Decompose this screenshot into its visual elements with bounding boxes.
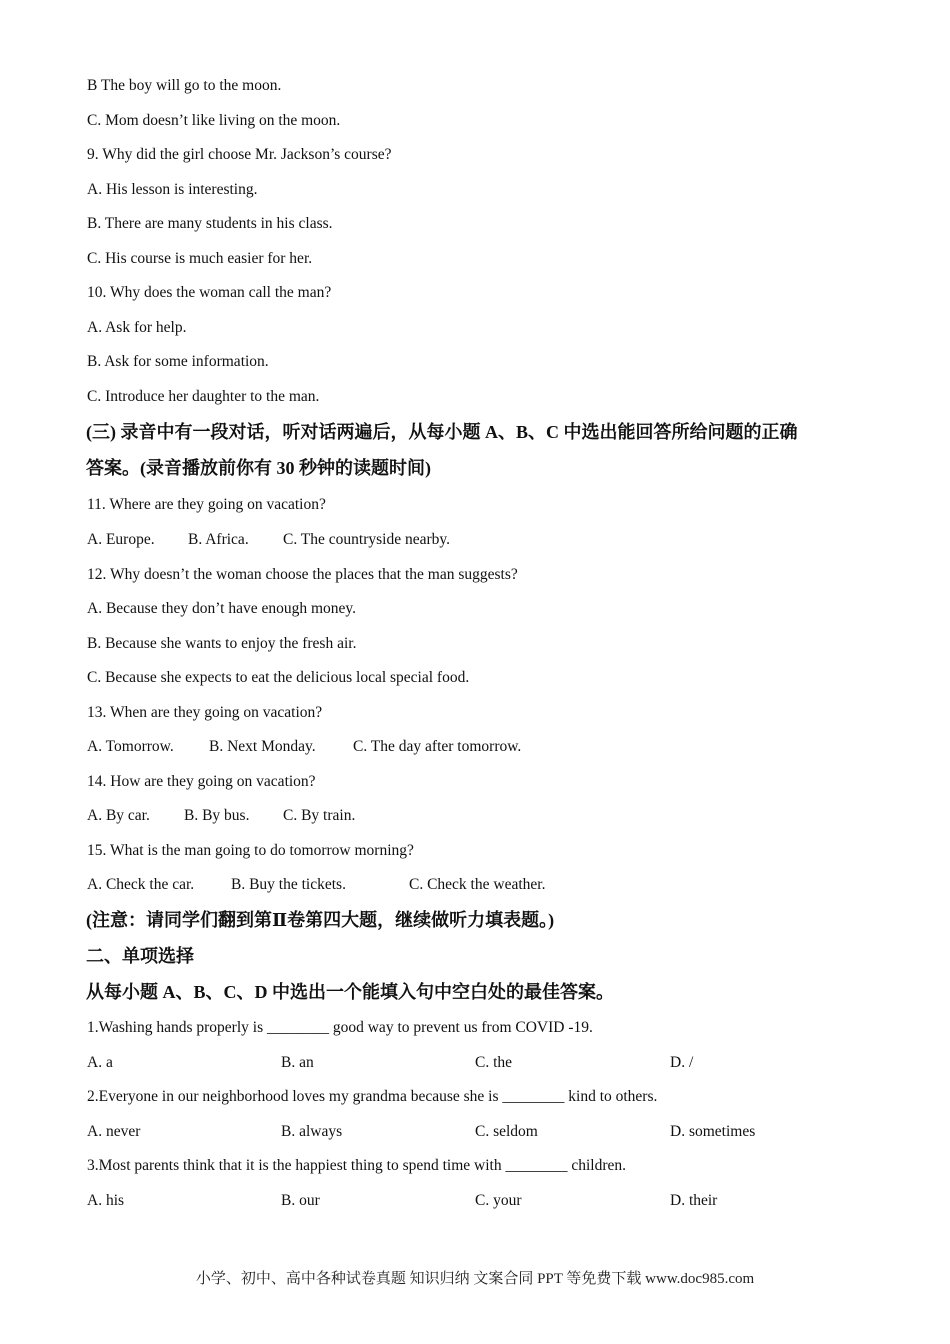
option-line: C. Mom doesn’t like living on the moon.	[87, 112, 341, 129]
mc-question-2: 2.Everyone in our neighborhood loves my grandma because she is ________ kind to others.	[87, 1088, 658, 1105]
option-line: B The boy will go to the moon.	[87, 77, 282, 94]
question-15: 15. What is the man going to do tomorrow morning?	[87, 842, 414, 859]
option-c: C. By train.	[283, 807, 356, 824]
question-13: 13. When are they going on vacation?	[87, 704, 323, 721]
option-a: A. Europe.	[87, 531, 155, 548]
option-a: A. a	[87, 1054, 113, 1071]
option-b: B. our	[281, 1192, 320, 1209]
option-b: B. always	[281, 1123, 343, 1140]
option-line: C. His course is much easier for her.	[87, 250, 313, 267]
option-b: B. Because she wants to enjoy the fresh air.	[87, 635, 357, 652]
option-line: B. There are many students in his class.	[87, 215, 333, 232]
option-c: C. The day after tomorrow.	[353, 738, 522, 755]
option-c: C. Because she expects to eat the delicious local special food.	[87, 669, 470, 686]
option-line: A. His lesson is interesting.	[87, 181, 258, 198]
part-2-title: 二、单项选择	[86, 946, 194, 966]
mc-question-1: 1.Washing hands properly is ________ good way to prevent us from COVID -19.	[87, 1019, 593, 1036]
option-a: A. By car.	[87, 807, 150, 824]
question-9: 9. Why did the girl choose Mr. Jackson’s course?	[87, 146, 392, 163]
mc-question-3: 3.Most parents think that it is the happiest thing to spend time with ________ children.	[87, 1157, 626, 1174]
option-a: A. Tomorrow.	[87, 738, 174, 755]
option-d: D. sometimes	[670, 1123, 756, 1140]
option-c: C. The countryside nearby.	[283, 531, 451, 548]
question-11: 11. Where are they going on vacation?	[87, 496, 326, 513]
page-footer: 小学、初中、高中各种试卷真题 知识归纳 文案合同 PPT 等免费下载 www.doc985.com	[195, 1271, 755, 1287]
option-b: B. Next Monday.	[209, 738, 316, 755]
option-line: A. Ask for help.	[87, 319, 187, 336]
option-b: B. By bus.	[184, 807, 250, 824]
option-c: C. Check the weather.	[409, 876, 546, 893]
note: (注意：请同学们翻到第Ⅱ卷第四大题，继续做听力填表题。)	[86, 910, 555, 930]
option-c: C. seldom	[475, 1123, 538, 1140]
question-14: 14. How are they going on vacation?	[87, 773, 316, 790]
option-c: C. your	[475, 1192, 522, 1209]
part-2-instruction: 从每小题 A、B、C、D 中选出一个能填入句中空白处的最佳答案。	[86, 982, 615, 1002]
option-a: A. Check the car.	[87, 876, 195, 893]
option-line: B. Ask for some information.	[87, 353, 269, 370]
option-c: C. the	[475, 1054, 513, 1071]
option-b: B. Buy the tickets.	[231, 876, 346, 893]
section-3-heading-cont: 答案。(录音播放前你有 30 秒钟的读题时间)	[86, 458, 431, 478]
option-a: A. never	[87, 1123, 141, 1140]
question-12: 12. Why doesn’t the woman choose the places that the man suggests?	[87, 566, 518, 583]
option-a: A. his	[87, 1192, 125, 1209]
option-d: D. /	[670, 1054, 694, 1071]
question-10: 10. Why does the woman call the man?	[87, 284, 332, 301]
option-d: D. their	[670, 1192, 718, 1209]
option-b: B. an	[281, 1054, 314, 1071]
option-line: C. Introduce her daughter to the man.	[87, 388, 320, 405]
section-3-heading: (三) 录音中有一段对话，听对话两遍后，从每小题 A、B、C 中选出能回答所给问题的正确	[86, 422, 798, 442]
option-b: B. Africa.	[188, 531, 249, 548]
option-a: A. Because they don’t have enough money.	[87, 600, 357, 617]
